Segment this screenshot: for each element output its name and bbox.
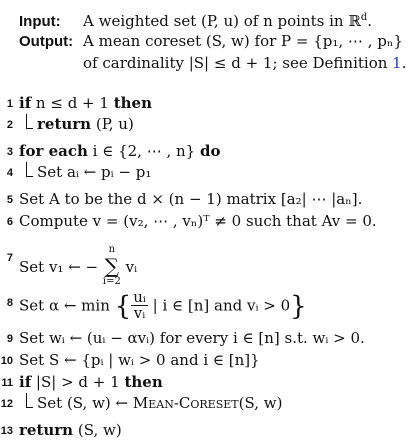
input-end: . [367, 12, 372, 30]
definition-link[interactable]: 1 [392, 54, 402, 72]
input-superscript: d [360, 12, 368, 23]
block-bar [26, 162, 33, 177]
condition: |S| > d + 1 [31, 373, 125, 391]
output-row [19, 31, 403, 52]
statement: Set A to be the d × (n − 1) matrix [a₂| ⋯ |aₙ]. [19, 190, 363, 208]
statement-suffix: vᵢ [120, 258, 138, 276]
return-value: (S, w) [73, 421, 122, 439]
function-name: Mean-Coreset [132, 394, 239, 412]
line-number: 5 [6, 194, 13, 206]
line-number: 8 [6, 297, 13, 309]
line-number: 3 [6, 146, 13, 158]
output-row-2 [19, 53, 407, 73]
statement: Compute v = (v₂, ⋯ , vₙ)ᵀ ≠ 0 such that Av = 0. [19, 212, 377, 230]
output-text-line2: of cardinality |S| ≤ d + 1; see Definition [83, 54, 393, 72]
keyword-if: if [19, 373, 32, 391]
statement-prefix: Set v₁ ← − [19, 258, 99, 276]
line-number: 10 [0, 355, 13, 367]
output-end: . [401, 54, 407, 72]
return-value: (P, u) [91, 115, 134, 133]
keyword-return: return [19, 421, 74, 439]
line-number: 13 [0, 425, 13, 437]
sum-lower-limit: i=2 [102, 276, 121, 287]
fraction-denominator: vᵢ [133, 304, 146, 322]
input-text: A weighted set (P, u) of n points in ℝ [83, 12, 361, 30]
right-brace: } [290, 291, 307, 322]
function-args: (S, w) [238, 394, 283, 412]
keyword-do: do [200, 142, 221, 160]
line-number: 1 [6, 98, 13, 110]
keyword-then: then [113, 94, 153, 112]
statement: Set wᵢ ← (uᵢ − αvᵢ) for every i ∈ [n] s.t. wᵢ > 0. [19, 329, 365, 347]
loop-range: i ∈ {2, ⋯ , n} [87, 142, 200, 160]
set-condition: | i ∈ [n] and vᵢ > 0 [147, 296, 291, 315]
sum-upper-limit: n [108, 244, 116, 255]
input-row [19, 8, 372, 32]
keyword-for-each: for each [19, 142, 88, 160]
statement: Set aᵢ ← pᵢ − p₁ [37, 163, 152, 181]
fraction-numerator: uᵢ [133, 288, 146, 306]
line-number: 6 [6, 216, 13, 228]
statement-prefix: Set (S, w) ← [37, 394, 133, 412]
line-number: 9 [6, 333, 13, 345]
line-number: 2 [6, 119, 13, 131]
summation [103, 244, 121, 288]
left-brace: { [114, 291, 132, 322]
sum-symbol: ∑ [104, 254, 119, 278]
line-number: 7 [6, 252, 13, 264]
output-text-line1: A mean coreset (S, w) for P = {p₁, ⋯ , pₙ} [83, 32, 403, 50]
block-bar [26, 393, 33, 408]
fraction [131, 290, 148, 321]
line-number: 4 [6, 167, 13, 179]
input-label: Input: [19, 13, 61, 30]
condition: n ≤ d + 1 [31, 94, 114, 112]
keyword-then: then [124, 373, 163, 391]
line-number: 12 [0, 398, 13, 410]
keyword-return: return [37, 115, 92, 133]
statement: Set S ← {pᵢ | wᵢ > 0 and i ∈ [n]} [19, 351, 260, 369]
keyword-if: if [19, 94, 32, 112]
statement-prefix: Set α ← min [19, 296, 110, 315]
output-label: Output: [19, 33, 74, 50]
block-bar [26, 114, 33, 129]
line-number: 11 [1, 377, 13, 389]
